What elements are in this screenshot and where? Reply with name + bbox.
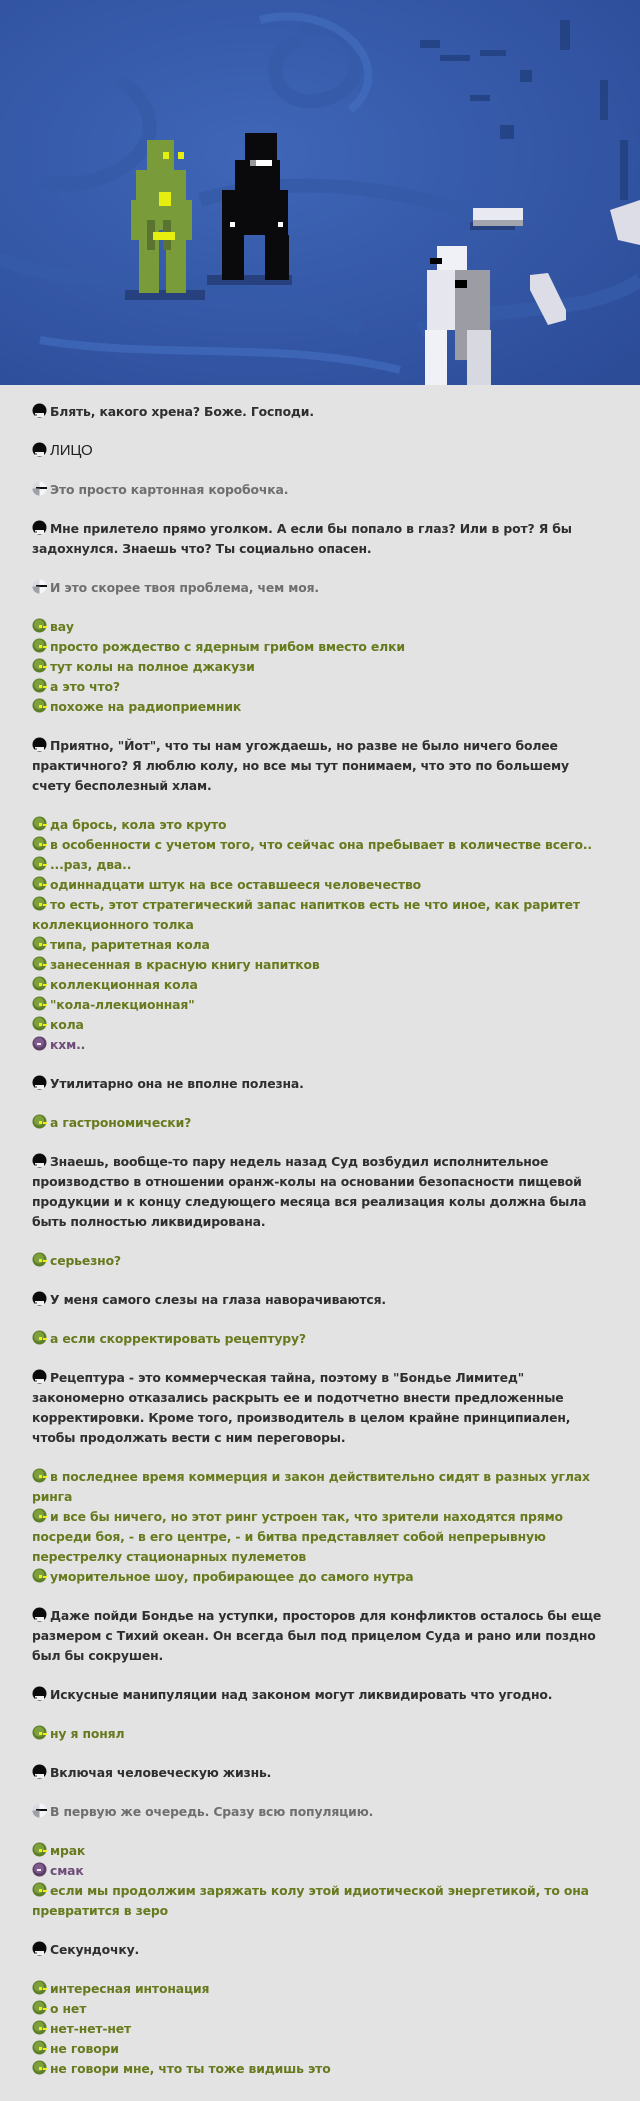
black-hooded-head-icon <box>32 1764 47 1779</box>
dialogue-line <box>32 402 604 422</box>
dialogue-text: похоже на радиоприемник <box>50 699 242 714</box>
dialogue-block-green <box>0 1979 640 2079</box>
green-alien-head-icon <box>32 996 47 1011</box>
dialogue-text: ЛИЦО <box>50 442 93 459</box>
green-alien-head-icon <box>32 1725 47 1740</box>
black-hooded-head-icon <box>32 442 47 457</box>
dialogue-block-white <box>0 1802 640 1822</box>
green-alien-head-icon <box>32 816 47 831</box>
green-alien-head-icon <box>32 1330 47 1345</box>
dialogue-block-green <box>0 815 640 1055</box>
dialogue-text: нет-нет-нет <box>50 2021 132 2036</box>
dialogue-line <box>32 480 604 500</box>
dialogue-text: уморительное шоу, пробирающее до самого нутра <box>50 1569 414 1584</box>
green-alien-head-icon <box>32 1114 47 1129</box>
dialogue-line <box>32 1999 604 2019</box>
dialogue-line <box>32 736 604 796</box>
dialogue-block-black <box>0 1152 640 1232</box>
green-alien-head-icon <box>32 1882 47 1897</box>
dialogue-line <box>32 2059 604 2079</box>
green-alien-head-icon <box>32 2040 47 2055</box>
dialogue-text: ну я понял <box>50 1726 125 1741</box>
dialogue-block-green <box>0 1113 640 1133</box>
dialogue-line <box>32 875 604 895</box>
green-alien-head-icon <box>32 976 47 991</box>
green-alien-head-icon <box>32 2020 47 2035</box>
dialogue-text: "кола-ллекционная" <box>50 997 195 1012</box>
dialogue-text: типа, раритетная кола <box>50 937 210 952</box>
dialogue-line <box>32 1152 604 1232</box>
green-alien-head-icon <box>32 836 47 851</box>
dialogue-block-green <box>0 1251 640 1271</box>
purple-head-icon <box>32 1862 47 1877</box>
dialogue-line <box>32 1015 604 1035</box>
green-alien-head-icon <box>32 2060 47 2075</box>
green-alien-head-icon <box>32 698 47 713</box>
black-hooded-head-icon <box>32 1291 47 1306</box>
dialogue-line <box>32 1861 604 1881</box>
dialogue-line <box>32 1290 604 1310</box>
dialogue-text: кхм.. <box>50 1037 86 1052</box>
green-alien-head-icon <box>32 876 47 891</box>
black-hooded-head-icon <box>32 1369 47 1384</box>
green-alien-head-icon <box>32 1468 47 1483</box>
black-hooded-head-icon <box>32 520 47 535</box>
dialogue-text: интересная интонация <box>50 1981 210 1996</box>
dialogue-line <box>32 1467 604 1507</box>
dialogue-line <box>32 657 604 677</box>
dialogue-text: И это скорее твоя проблема, чем моя. <box>50 580 319 595</box>
dialogue-line <box>32 895 604 935</box>
dialogue-line <box>32 1979 604 1999</box>
green-alien-head-icon <box>32 658 47 673</box>
dialogue-line <box>32 1507 604 1567</box>
green-alien-head-icon <box>32 1842 47 1857</box>
dialogue-text: мрак <box>50 1843 86 1858</box>
dialogue-text: Рецептура - это коммерческая тайна, поэтому в "Бондье Лимитед" закономерно отказались раскрыть ее и подотчетно внести предложенные корректировки. Кроме того, производитель в целом крайне принципиален, чтобы продолжать вести с ним переговоры. <box>32 1370 571 1445</box>
green-alien-head-icon <box>32 896 47 911</box>
black-hooded-head-icon <box>32 1607 47 1622</box>
dialogue-line <box>32 835 604 855</box>
dialogue-line <box>32 2019 604 2039</box>
dialogue-block-green <box>0 1724 640 1744</box>
dialogue-line <box>32 617 604 637</box>
dialogue-block-green <box>0 1329 640 1349</box>
dialogue-line <box>32 697 604 717</box>
dialogue-text: Даже пойди Бондье на уступки, просторов для конфликтов осталось бы еще размером с Тихий океан. Он всегда был под прицелом Суда и рано или поздно был бы сокрушен. <box>32 1608 602 1663</box>
dialogue-text: просто рождество с ядерным грибом вместо елки <box>50 639 405 654</box>
dialogue-text: и все бы ничего, но этот ринг устроен так, что зрители находятся прямо посреди боя, - в его центре, - и битва представляет собой непрерывную перестрелку стационарных пулеметов <box>32 1509 563 1564</box>
dialogue-text: серьезно? <box>50 1253 121 1268</box>
dialogue-block-black <box>0 1290 640 1310</box>
dialogue-line <box>32 441 604 461</box>
dialogue-line <box>32 1881 604 1921</box>
dialogue-line <box>32 1329 604 1349</box>
dialogue-block-black <box>0 441 640 461</box>
black-hooded-head-icon <box>32 737 47 752</box>
dialogue-line <box>32 2039 604 2059</box>
dialogue-line <box>32 1940 604 1960</box>
white-head-icon <box>32 1803 47 1818</box>
dialogue-block-green <box>0 1467 640 1587</box>
dialogue-line <box>32 975 604 995</box>
dialogue-text: в особенности с учетом того, что сейчас она пребывает в количестве всего.. <box>50 837 592 852</box>
dialogue-text: кола <box>50 1017 84 1032</box>
dialogue-line <box>32 519 604 559</box>
dialogue-block-white <box>0 480 640 500</box>
dialogue-line <box>32 677 604 697</box>
dialogue-text: В первую же очередь. Сразу всю популяцию. <box>50 1804 374 1819</box>
dialogue-line <box>32 955 604 975</box>
dialogue-line <box>32 855 604 875</box>
dialogue-block-black <box>0 1074 640 1094</box>
dialogue-text: о нет <box>50 2001 87 2016</box>
dialogue-line <box>32 1802 604 1822</box>
white-head-icon <box>32 481 47 496</box>
dialogue-text: Знаешь, вообще-то пару недель назад Суд возбудил исполнительное производство в отношении оранж-колы на основании безопасности пищевой продукции и к концу следующего месяца вся реализация колы должна была быть полностью ликвидирована. <box>32 1154 587 1229</box>
dialogue-line <box>32 815 604 835</box>
green-alien-head-icon <box>32 618 47 633</box>
dialogue-block-black <box>0 519 640 559</box>
green-alien-head-icon <box>32 1252 47 1267</box>
dialogue-line <box>32 995 604 1015</box>
dialogue-text: тут колы на полное джакузи <box>50 659 255 674</box>
green-alien-head-icon <box>32 2000 47 2015</box>
dialogue-line <box>32 1685 604 1705</box>
dialogue-line <box>32 1251 604 1271</box>
dialogue-line <box>32 637 604 657</box>
dialogue-line <box>32 935 604 955</box>
dialogue-text: Искусные манипуляции над законом могут ликвидировать что угодно. <box>50 1687 553 1702</box>
dialogue-text: занесенная в красную книгу напитков <box>50 957 320 972</box>
dialogue-line <box>32 1035 604 1055</box>
dialogue-text: Это просто картонная коробочка. <box>50 482 289 497</box>
dialogue-block-black <box>0 1368 640 1448</box>
dialogue-text: не говори <box>50 2041 119 2056</box>
dialogue-text: Утилитарно она не вполне полезна. <box>50 1076 304 1091</box>
purple-head-icon <box>32 1036 47 1051</box>
dialogue-block-green <box>0 617 640 717</box>
white-head-icon <box>32 579 47 594</box>
dialogue-line <box>32 1763 604 1783</box>
dialogue-text: а гастрономически? <box>50 1115 192 1130</box>
green-alien-head-icon <box>32 678 47 693</box>
green-alien-head-icon <box>32 1508 47 1523</box>
green-alien-head-icon <box>32 1568 47 1583</box>
green-alien-head-icon <box>32 1980 47 1995</box>
dialogue-text: Включая человеческую жизнь. <box>50 1765 272 1780</box>
dialogue-line <box>32 1724 604 1744</box>
black-hooded-head-icon <box>32 1686 47 1701</box>
dialogue-block-black <box>0 1763 640 1783</box>
black-hooded-head-icon <box>32 1941 47 1956</box>
dialogue-text: коллекционная кола <box>50 977 198 992</box>
dialogue-text: вау <box>50 619 74 634</box>
dialogue-text: а если скорректировать рецептуру? <box>50 1331 306 1346</box>
dialogue-text: то есть, этот стратегический запас напитков есть не что иное, как раритет коллекционного толка <box>32 897 580 932</box>
dialogue-text: У меня самого слезы на глаза наворачиваются. <box>50 1292 386 1307</box>
black-hooded-head-icon <box>32 1153 47 1168</box>
green-alien-head-icon <box>32 1016 47 1031</box>
dialogue-text: да брось, кола это круто <box>50 817 227 832</box>
dialogue-text: Блять, какого хрена? Боже. Господи. <box>50 404 314 419</box>
dialogue-text: а это что? <box>50 679 120 694</box>
dialogue-text: одиннадцати штук на все оставшееся человечество <box>50 877 421 892</box>
dialogue-block-white <box>0 578 640 598</box>
dialogue-block-black <box>0 1940 640 1960</box>
dialogue-line <box>32 1606 604 1666</box>
black-hooded-head-icon <box>32 403 47 418</box>
dialogue-block-black <box>0 1685 640 1705</box>
black-hooded-head-icon <box>32 1075 47 1090</box>
green-alien-head-icon <box>32 856 47 871</box>
dialogue-text: в последнее время коммерция и закон действительно сидят в разных углах ринга <box>32 1469 590 1504</box>
green-alien-head-icon <box>32 956 47 971</box>
green-alien-head-icon <box>32 638 47 653</box>
dialogue-text: Секундочку. <box>50 1942 140 1957</box>
dialogue-text: если мы продолжим заряжать колу этой идиотической энергетикой, то она превратится в зеро <box>32 1883 589 1918</box>
dialogue-line <box>32 1368 604 1448</box>
dialogue-block-black <box>0 1606 640 1666</box>
dialogue-block-black <box>0 736 640 796</box>
dialogue-text: Приятно, "Йот", что ты нам угождаешь, но разве не было ничего более практичного? Я люблю колу, но все мы тут понимаем, что это по большему счету бесполезный хлам. <box>32 738 569 793</box>
dialogue-line <box>32 1841 604 1861</box>
dialogue-text: не говори мне, что ты тоже видишь это <box>50 2061 331 2076</box>
dialogue-line <box>32 1113 604 1133</box>
dialogue-block-black <box>0 402 640 422</box>
dialogue-line <box>32 1567 604 1587</box>
dialogue-block-green <box>0 1841 640 1921</box>
dialogue-text: смак <box>50 1863 84 1878</box>
green-alien-head-icon <box>32 936 47 951</box>
dialogue-line <box>32 1074 604 1094</box>
dialogue-line <box>32 578 604 598</box>
dialogue-text: Мне прилетело прямо уголком. А если бы попало в глаз? Или в рот? Я бы задохнулся. Знаешь что? Ты социально опасен. <box>32 521 572 556</box>
dialogue-text: ...раз, два.. <box>50 857 132 872</box>
